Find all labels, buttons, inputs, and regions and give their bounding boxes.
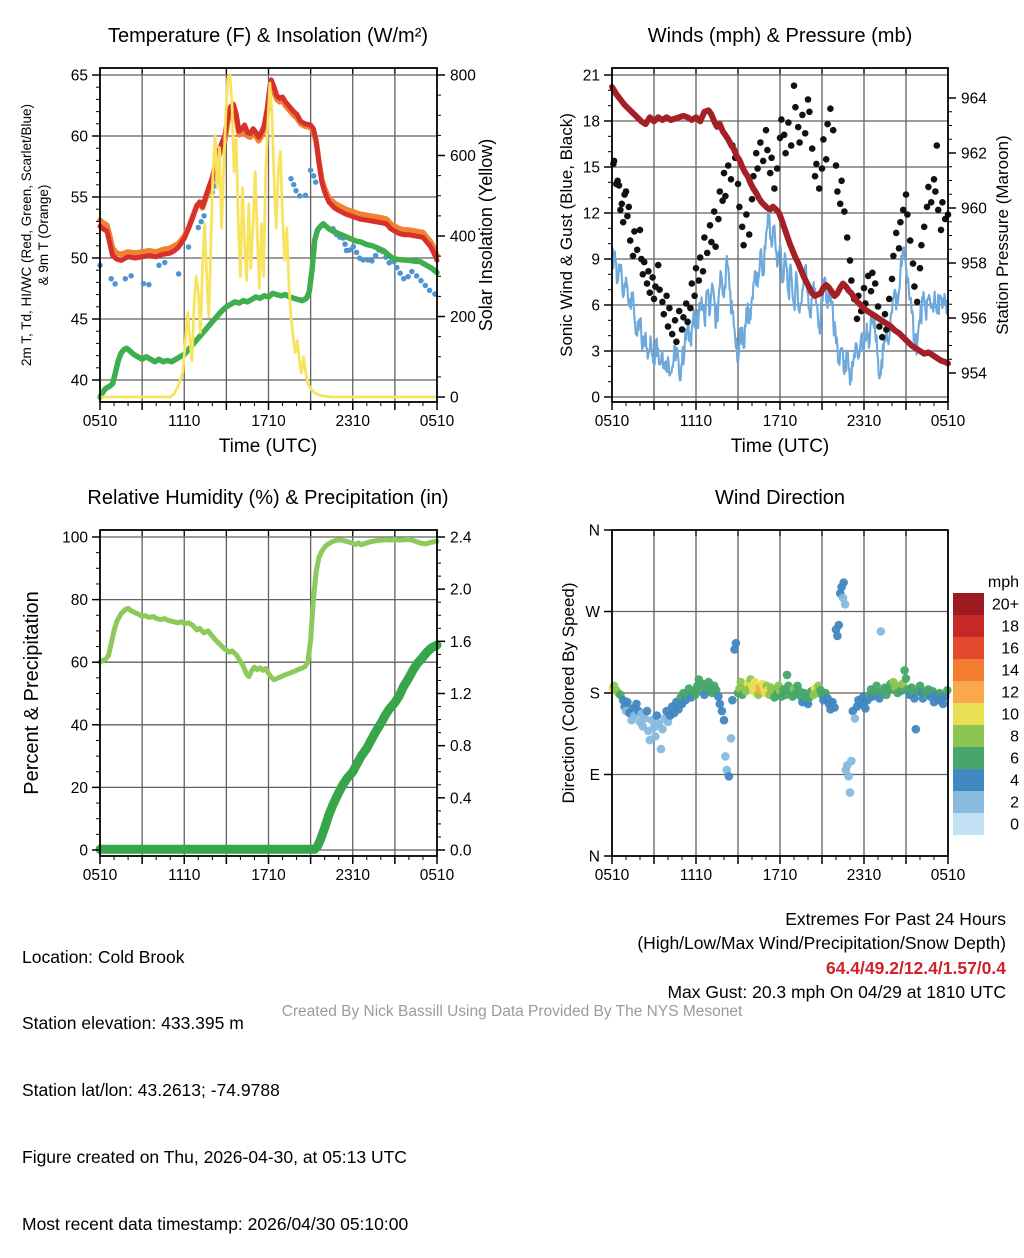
plot-area-temperature: [71, 68, 476, 431]
svg-text:0510: 0510: [594, 867, 630, 884]
svg-text:954: 954: [961, 365, 987, 383]
svg-text:1110: 1110: [679, 867, 713, 884]
plot-area-winds: [583, 68, 987, 431]
svg-text:E: E: [589, 767, 600, 784]
station-info: [22, 901, 408, 1258]
svg-text:1710: 1710: [762, 413, 798, 430]
svg-text:18: 18: [582, 113, 600, 131]
svg-text:40: 40: [70, 717, 88, 735]
extremes-subheader: (High/Low/Max Wind/Precipitation/Snow Depth): [637, 933, 1006, 954]
chart-title-humidity: Relative Humidity (%) & Precipitation (in): [87, 487, 449, 509]
svg-text:956: 956: [961, 310, 987, 328]
svg-text:20+: 20+: [991, 596, 1019, 614]
svg-text:3: 3: [591, 343, 600, 361]
svg-text:0: 0: [1010, 816, 1019, 834]
svg-text:16: 16: [1001, 640, 1019, 658]
svg-text:0.0: 0.0: [450, 842, 472, 860]
station-location: Location: Cold Brook: [22, 946, 185, 967]
y-axis-label-temp-line2: & 9m T (Orange): [36, 184, 51, 286]
max-gust: Max Gust: 20.3 mph On 04/29 at 1810 UTC: [667, 981, 1006, 1002]
svg-text:60: 60: [70, 654, 88, 672]
svg-text:80: 80: [70, 592, 88, 610]
svg-text:2310: 2310: [335, 413, 370, 430]
svg-text:18: 18: [1001, 618, 1019, 636]
svg-text:N: N: [588, 848, 600, 866]
y-axis-label-wind: Sonic Wind & Gust (Blue, Black): [557, 113, 576, 357]
svg-text:100: 100: [62, 529, 88, 547]
svg-text:0: 0: [450, 389, 459, 407]
svg-text:8: 8: [1010, 728, 1019, 746]
svg-text:0510: 0510: [419, 867, 455, 884]
svg-text:2.0: 2.0: [450, 581, 472, 599]
svg-text:6: 6: [591, 297, 600, 315]
extremes-values: 64.4/49.2/12.4/1.57/0.4: [825, 957, 1006, 978]
svg-text:15: 15: [582, 159, 600, 177]
svg-text:0510: 0510: [930, 413, 966, 430]
svg-text:40: 40: [70, 372, 88, 390]
svg-text:200: 200: [450, 309, 476, 326]
svg-text:S: S: [589, 685, 600, 703]
svg-text:55: 55: [70, 189, 88, 207]
svg-text:12: 12: [1001, 684, 1019, 702]
svg-text:0.4: 0.4: [450, 790, 472, 808]
svg-text:65: 65: [70, 67, 88, 85]
y-axis-label-temp-line1: 2m T, Td, HI/WC (Red, Green, Scarlet/Blue): [19, 103, 34, 367]
svg-text:1710: 1710: [251, 867, 286, 884]
svg-text:962: 962: [961, 145, 987, 163]
axis-ticks: [585, 523, 965, 885]
chart-wind-direction: [512, 470, 1024, 895]
svg-text:1710: 1710: [251, 413, 286, 430]
extremes-header: Extremes For Past 24 Hours: [785, 909, 1006, 929]
svg-text:600: 600: [450, 148, 476, 165]
extremes-info: [637, 907, 1006, 1004]
chart-title-winds: Winds (mph) & Pressure (mb): [647, 25, 913, 47]
svg-text:1.6: 1.6: [450, 633, 472, 651]
svg-text:0510: 0510: [82, 867, 118, 884]
svg-text:960: 960: [961, 200, 987, 218]
svg-text:0: 0: [79, 842, 88, 860]
station-elevation: Station elevation: 433.395 m: [22, 1013, 244, 1034]
figure-created-timestamp: Figure created on Thu, 2026-04-30, at 05:13 UTC: [22, 1147, 407, 1168]
svg-text:1110: 1110: [679, 413, 713, 430]
svg-text:2.4: 2.4: [450, 529, 472, 547]
chart-temperature-insolation: [0, 0, 512, 470]
chart-humidity-precipitation: [0, 470, 512, 895]
svg-text:W: W: [585, 604, 600, 621]
recent-data-timestamp: Most recent data timestamp: 2026/04/30 05:10:00: [22, 1214, 409, 1235]
svg-text:45: 45: [70, 311, 88, 329]
svg-text:1110: 1110: [168, 867, 201, 884]
y-axis-label-pressure: Station Pressure (Maroon): [993, 135, 1012, 335]
svg-text:4: 4: [1010, 772, 1019, 790]
svg-text:14: 14: [1001, 662, 1019, 680]
svg-text:10: 10: [1001, 706, 1019, 724]
svg-text:60: 60: [70, 128, 88, 146]
x-axis-label-time-1: Time (UTC): [218, 436, 318, 457]
svg-text:50: 50: [70, 250, 88, 268]
plot-area-humidity: [62, 530, 472, 885]
svg-text:0: 0: [591, 389, 600, 407]
axis-ticks: [62, 530, 472, 885]
svg-text:1.2: 1.2: [450, 686, 472, 703]
svg-text:2310: 2310: [335, 867, 370, 884]
svg-text:9: 9: [591, 251, 600, 269]
y-axis-label-insolation: Solar Insolation (Yellow): [476, 138, 496, 332]
svg-text:964: 964: [961, 90, 987, 108]
svg-text:0.8: 0.8: [450, 738, 472, 756]
svg-text:0510: 0510: [930, 867, 966, 884]
svg-text:2310: 2310: [846, 867, 882, 884]
y-axis-label-direction: Direction (Colored By Speed): [559, 582, 578, 804]
svg-text:6: 6: [1010, 750, 1019, 768]
station-latlon: Station lat/lon: 43.2613; -74.9788: [22, 1080, 280, 1101]
speed-legend: [953, 593, 1019, 835]
svg-text:0510: 0510: [419, 413, 455, 430]
plot-area-direction: [585, 523, 1019, 885]
svg-text:N: N: [588, 522, 600, 540]
svg-text:12: 12: [582, 205, 600, 223]
chart-title-direction: Wind Direction: [714, 487, 846, 509]
svg-text:1110: 1110: [168, 413, 201, 430]
svg-text:958: 958: [961, 255, 987, 273]
svg-text:20: 20: [70, 779, 88, 797]
y-axis-label-percent-precip: Percent & Precipitation: [21, 591, 43, 795]
svg-text:0510: 0510: [82, 413, 118, 430]
svg-text:21: 21: [582, 67, 600, 85]
legend-title-mph: mph: [987, 574, 1019, 591]
svg-text:2: 2: [1010, 794, 1019, 812]
chart-title-temperature: Temperature (F) & Insolation (W/m²): [107, 25, 429, 47]
svg-text:400: 400: [450, 228, 476, 246]
credit-line: Created By Nick Bassill Using Data Provided By The NYS Mesonet: [281, 1003, 743, 1020]
chart-winds-pressure: [512, 0, 1024, 470]
svg-text:2310: 2310: [846, 413, 882, 430]
svg-text:800: 800: [450, 67, 476, 85]
x-axis-label-time-2: Time (UTC): [730, 436, 830, 457]
svg-text:1710: 1710: [762, 867, 798, 884]
svg-text:0510: 0510: [594, 413, 630, 430]
